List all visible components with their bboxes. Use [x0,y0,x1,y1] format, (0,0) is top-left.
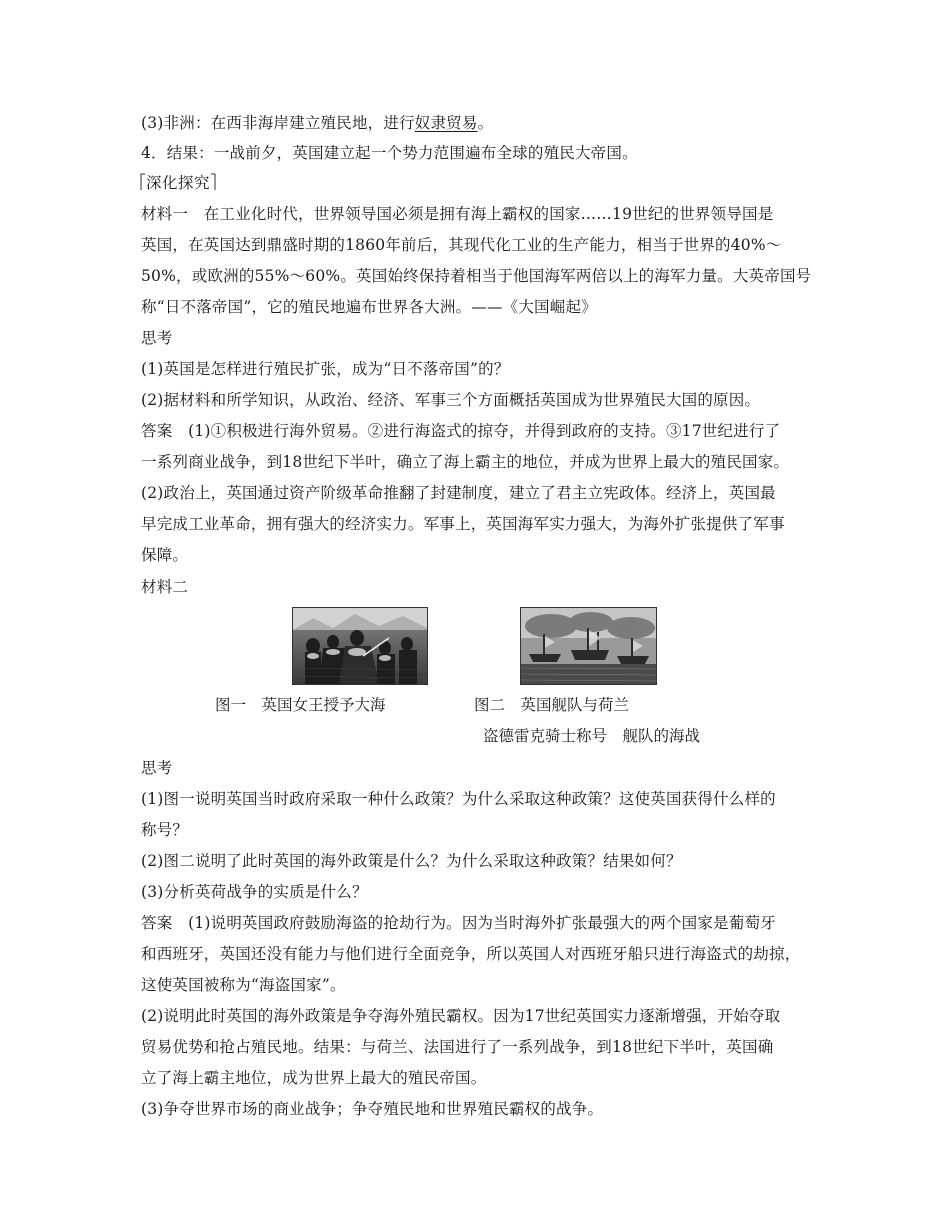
answer1-line-4: 早完成工业革命，拥有强大的经济实力。军事上，英国海军实力强大，为海外扩张提供了军事 [141,515,785,533]
question-2-2: (2)图二说明了此时英国的海外政策是什么？为什么采取这种政策？结果如何？ [141,852,682,870]
section-heading [140,172,820,194]
heading-right-bracket-icon [210,173,216,191]
question-2-3: (3)分析英荷战争的实质是什么？ [141,883,368,901]
answer2-line-5: 贸易优势和抢占殖民地。结果：与荷兰、法国进行了一系列战争，到18世纪下半叶，英国确 [141,1038,774,1056]
slave-trade-term: 奴隶贸易 [414,114,478,132]
answer1-line-1: 答案 (1)①积极进行海外贸易。②进行海盗式的掠夺，并得到政府的支持。③17世纪进行了 [141,422,781,440]
question-1-1: (1)英国是怎样进行殖民扩张，成为“日不落帝国”的？ [141,360,510,378]
material1-line-1: 材料一 在工业化时代，世界领导国必须是拥有海上霸权的国家……19世纪的世界领导国是 [141,205,774,223]
answer2-line-7: (3)争夺世界市场的商业战争；争夺殖民地和世界殖民霸权的战争。 [141,1100,604,1118]
figure1-caption: 图一 英国女王授予大海 [215,696,386,714]
answer2-line-2: 和西班牙，英国还没有能力与他们进行全面竞争，所以英国人对西班牙船只进行海盗式的劫掠， [141,945,801,963]
africa-line [141,112,821,134]
answer2-line-4: (2)说明此时英国的海外政策是争夺海外殖民霸权。因为17世纪英国实力逐渐增强，开始夺取 [141,1007,781,1025]
figure2-illustration [521,608,656,684]
figure2-caption-line1: 图二 英国舰队与荷兰 [474,696,630,714]
answer2-line-1: 答案 (1)说明英国政府鼓励海盗的抢劫行为。因为当时海外扩张最强大的两个国家是葡萄牙 [141,914,776,932]
answer1-line-2: 一系列商业战争，到18世纪下半叶，确立了海上霸主的地位，并成为世界上最大的殖民国家。 [141,453,790,471]
question-2-1b: 称号？ [141,821,189,839]
figure2-image [520,607,657,685]
material2-label: 材料二 [141,578,189,596]
question-2-1a: (1)图一说明英国当时政府采取一种什么政策？为什么采取这种政策？这使英国获得什么样的 [141,790,776,808]
figure1-image [292,607,428,685]
answer2-line-6: 立了海上霸主地位，成为世界上最大的殖民帝国。 [141,1069,487,1087]
material1-line-2: 英国，在英国达到鼎盛时期的1860年前后，其现代化工业的生产能力，相当于世界的40%～ [141,236,782,254]
material1-line-3: 50%，或欧洲的55%～60%。英国始终保持着相当于他国海军两倍以上的海军力量。大英帝国号 [141,267,812,285]
think-label-2: 思考 [141,759,173,777]
figure1-illustration [293,608,427,684]
result-line: 4．结果：一战前夕，英国建立起一个势力范围遍布全球的殖民大帝国。 [141,144,638,162]
africa-text: (3)非洲：在西非海岸建立殖民地，进行 [141,114,415,132]
answer1-line-5: 保障。 [141,546,189,564]
answer2-line-3: 这使英国被称为“海盗国家”。 [141,976,346,994]
answer1-line-3: (2)政治上，英国通过资产阶级革命推翻了封建制度，建立了君主立宪政体。经济上，英国最 [141,484,776,502]
section-heading-text: 深化探究 [146,174,211,192]
material1-line-4: 称“日不落帝国”，它的殖民地遍布世界各大洲。——《大国崛起》 [141,298,597,316]
africa-period: 。 [477,114,494,132]
question-1-2: (2)据材料和所学知识，从政治、经济、军事三个方面概括英国成为世界殖民大国的原因。 [141,391,761,409]
figure2-caption-line2: 盗德雷克骑士称号 舰队的海战 [483,727,701,745]
think-label-1: 思考 [141,329,173,347]
